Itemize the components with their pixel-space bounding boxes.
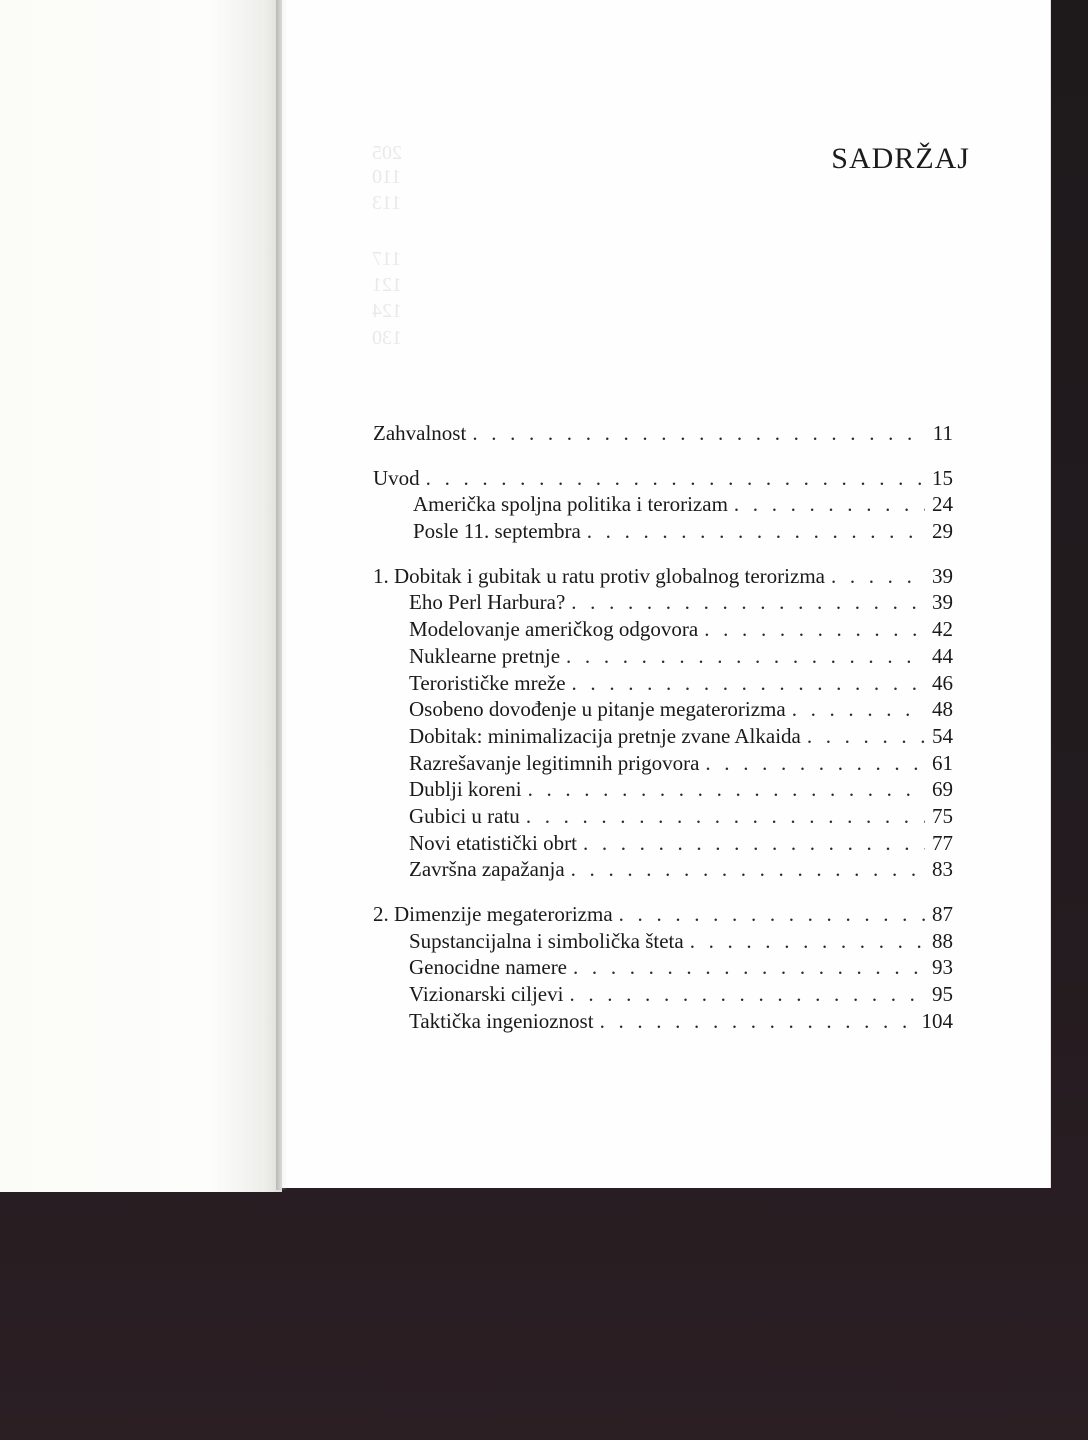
toc-leader-dots xyxy=(573,954,925,981)
toc-entry xyxy=(373,830,953,857)
toc-leader-dots xyxy=(571,589,925,616)
toc-entry-page-number: 15 xyxy=(932,465,953,490)
bleed-number: 124 xyxy=(372,300,402,322)
toc-entry-title: Eho Perl Harbura? xyxy=(409,590,566,615)
toc-leader-dots xyxy=(472,420,925,447)
toc-leader-dots xyxy=(583,830,925,857)
table-of-contents xyxy=(373,420,953,1034)
bleed-number: 205 xyxy=(372,142,402,164)
toc-entry-page-number: 87 xyxy=(932,902,953,926)
toc-entry-page-number: 44 xyxy=(932,643,953,668)
toc-entry xyxy=(373,723,953,750)
toc-entry-page-number: 48 xyxy=(932,697,953,722)
toc-leader-dots xyxy=(734,491,925,518)
toc-entry-page-number: 69 xyxy=(932,777,953,802)
left-page-blank xyxy=(0,0,282,1192)
bleed-number: 117 xyxy=(372,248,402,270)
toc-entry xyxy=(373,670,953,697)
toc-entry-title: Nuklearne pretnje xyxy=(409,643,561,668)
toc-entry-title: Zahvalnost xyxy=(373,421,467,445)
toc-entry xyxy=(373,750,953,777)
toc-entry-page-number: 42 xyxy=(932,617,953,642)
toc-entry-title: Dobitak: minimalizacija pretnje zvane Alkaida xyxy=(409,723,801,748)
toc-entry xyxy=(373,465,953,492)
page-title: SADRŽAJ xyxy=(831,142,970,175)
toc-entry-title: Terorističke mreže xyxy=(409,670,566,695)
toc-entry-page-number: 83 xyxy=(932,857,953,882)
toc-entry-page-number: 104 xyxy=(921,1008,953,1033)
toc-leader-dots xyxy=(807,723,925,750)
toc-leader-dots xyxy=(600,1008,918,1035)
book-spine-shadow xyxy=(276,0,288,1190)
toc-entry-page-number: 54 xyxy=(932,723,953,748)
toc-leader-dots xyxy=(569,981,925,1008)
toc-entry-title: 1. Dobitak i gubitak u ratu protiv globalnog terorizma xyxy=(373,563,825,588)
toc-entry xyxy=(373,981,953,1008)
toc-entry xyxy=(373,420,953,447)
toc-entry xyxy=(373,563,953,590)
toc-entry-title: Vizionarski ciljevi xyxy=(409,982,564,1007)
toc-entry-title: Taktička ingenioznost xyxy=(409,1008,594,1033)
toc-entry-title: Novi etatistički obrt xyxy=(409,830,577,855)
toc-leader-dots xyxy=(526,803,925,830)
toc-entry-page-number: 75 xyxy=(932,803,953,828)
toc-entry-title: Završna zapažanja xyxy=(409,857,565,882)
toc-leader-dots xyxy=(619,901,925,928)
toc-entry xyxy=(373,616,953,643)
toc-entry xyxy=(373,856,953,883)
toc-entry-title: Američka spoljna politika i terorizam xyxy=(413,492,728,517)
toc-entry-title: Uvod xyxy=(373,465,420,490)
toc-entry-page-number: 24 xyxy=(932,492,953,517)
toc-entry xyxy=(373,589,953,616)
toc-entry xyxy=(373,776,953,803)
toc-leader-dots xyxy=(426,465,925,492)
toc-entry-title: Osobeno dovođenje u pitanje megaterorizma xyxy=(409,697,786,722)
toc-leader-dots xyxy=(831,563,925,590)
toc-entry-title: Dublji koreni xyxy=(409,777,522,802)
toc-entry-title: 2. Dimenzije megaterorizma xyxy=(373,902,613,926)
toc-entry xyxy=(373,954,953,981)
toc-leader-dots xyxy=(566,643,925,670)
toc-entry xyxy=(373,491,953,518)
toc-leader-dots xyxy=(704,616,925,643)
toc-leader-dots xyxy=(528,776,925,803)
toc-entry-title: Genocidne namere xyxy=(409,955,568,980)
toc-entry xyxy=(373,803,953,830)
toc-entry-title: Supstancijalna i simbolička šteta xyxy=(409,928,684,953)
toc-leader-dots xyxy=(792,696,925,723)
toc-entry-title: Modelovanje američkog odgovora xyxy=(409,617,699,642)
bleed-number: 113 xyxy=(372,192,402,214)
toc-entry-page-number: 46 xyxy=(932,670,953,695)
toc-entry xyxy=(373,643,953,670)
toc-leader-dots xyxy=(705,750,925,777)
toc-entry-title: Razrešavanje legitimnih prigovora xyxy=(409,750,700,775)
toc-leader-dots xyxy=(587,518,925,545)
bleed-number: 110 xyxy=(372,166,402,188)
toc-entry-page-number: 39 xyxy=(932,563,953,588)
toc-leader-dots xyxy=(690,928,925,955)
toc-entry-page-number: 77 xyxy=(932,830,953,855)
toc-entry-title: Posle 11. septembra xyxy=(413,519,581,544)
toc-entry-page-number: 95 xyxy=(932,982,953,1007)
toc-entry xyxy=(373,696,953,723)
toc-entry-page-number: 11 xyxy=(932,421,953,445)
toc-entry-page-number: 29 xyxy=(932,519,953,544)
toc-leader-dots xyxy=(572,670,925,697)
toc-leader-dots xyxy=(571,856,925,883)
toc-entry xyxy=(373,518,953,545)
toc-entry-title: Gubici u ratu xyxy=(409,803,520,828)
bleed-number: 130 xyxy=(372,327,402,349)
toc-entry xyxy=(373,901,953,928)
toc-entry-page-number: 93 xyxy=(932,955,953,980)
toc-entry xyxy=(373,1008,953,1035)
toc-entry xyxy=(373,928,953,955)
toc-entry-page-number: 39 xyxy=(932,590,953,615)
toc-entry-page-number: 61 xyxy=(932,750,953,775)
toc-entry-page-number: 88 xyxy=(932,928,953,953)
bleed-number: 121 xyxy=(372,274,402,296)
